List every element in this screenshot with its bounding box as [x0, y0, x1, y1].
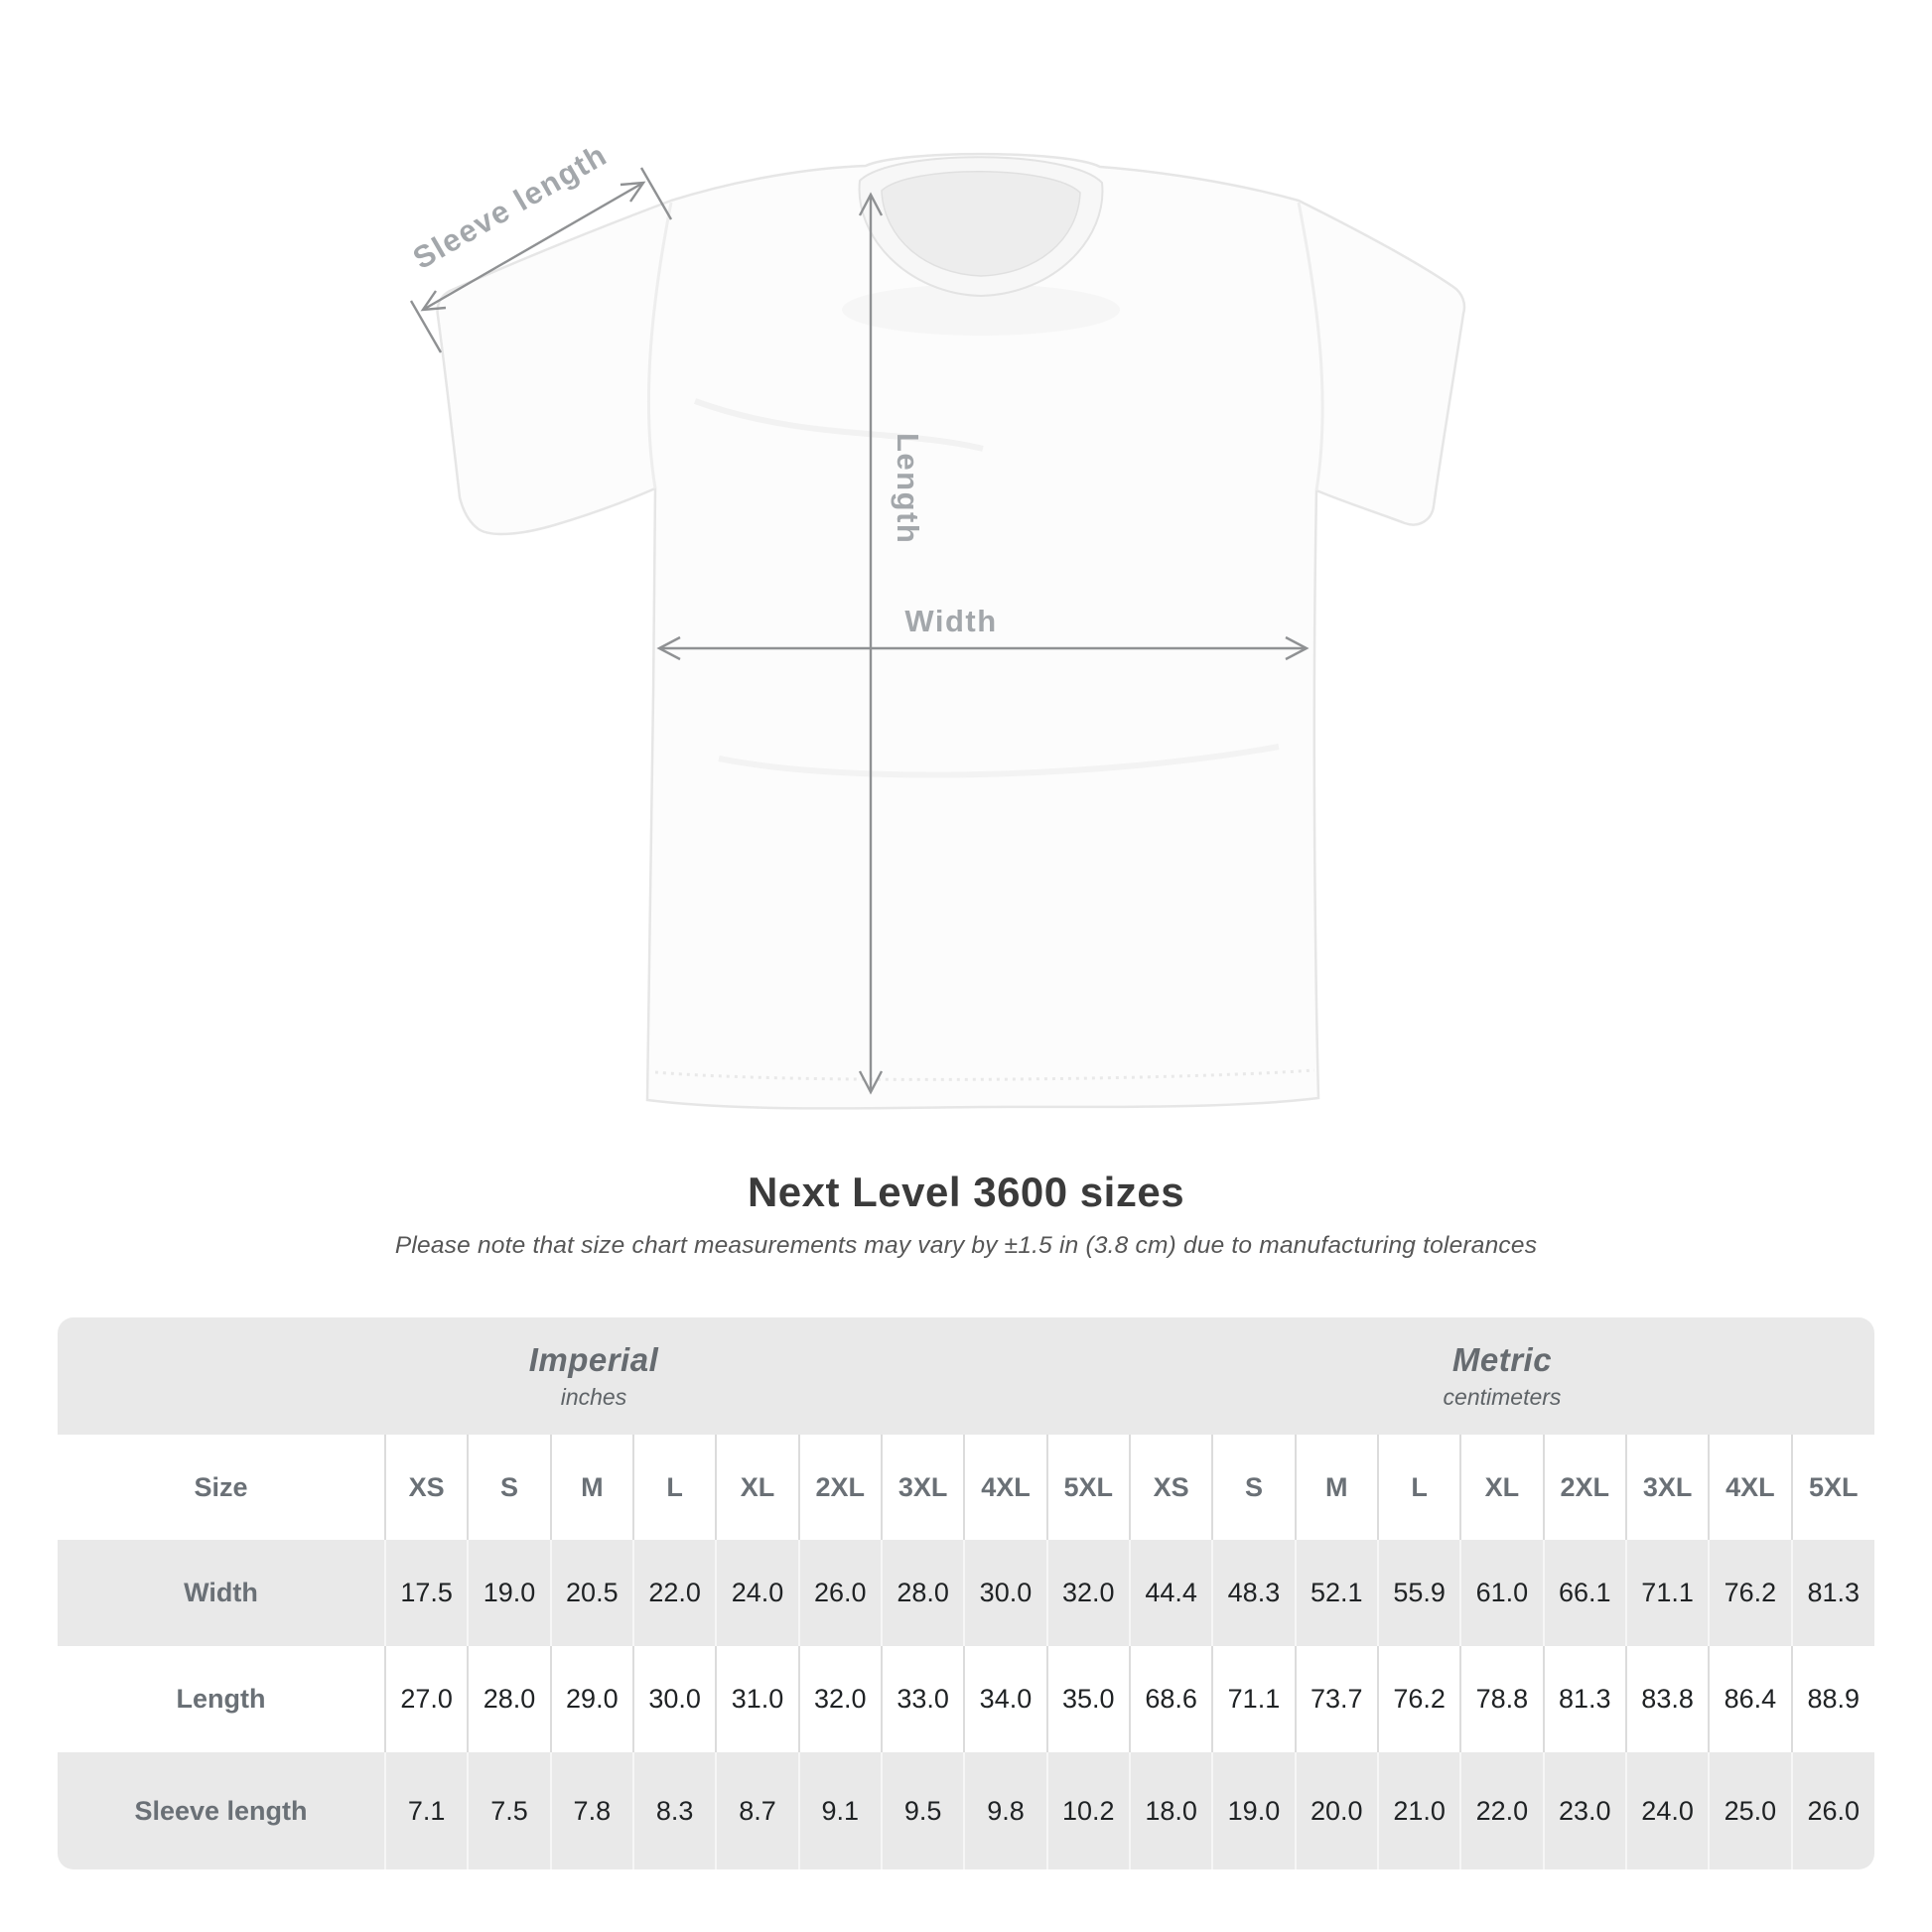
value-cell: 61.0	[1460, 1540, 1543, 1646]
row-label: Width	[58, 1540, 385, 1646]
value-cell: 81.3	[1792, 1540, 1874, 1646]
value-cell: 28.0	[468, 1646, 550, 1752]
value-cell: 29.0	[551, 1646, 633, 1752]
value-cell: 18.0	[1130, 1752, 1212, 1869]
size-header-cell: XL	[1460, 1435, 1543, 1540]
value-cell: 52.1	[1296, 1540, 1378, 1646]
value-cell: 20.0	[1296, 1752, 1378, 1869]
value-cell: 22.0	[1460, 1752, 1543, 1869]
size-header-cell: 3XL	[882, 1435, 964, 1540]
size-header-cell: 5XL	[1047, 1435, 1130, 1540]
metric-unit: centimeters	[1443, 1384, 1562, 1411]
row-label: Length	[58, 1646, 385, 1752]
page-subtitle: Please note that size chart measurements may vary by ±1.5 in (3.8 cm) due to manufacturing tolerances	[394, 1232, 1538, 1259]
size-header-cell: M	[1296, 1435, 1378, 1540]
value-cell: 73.7	[1296, 1646, 1378, 1752]
size-header-cell: S	[468, 1435, 550, 1540]
value-cell: 88.9	[1792, 1646, 1874, 1752]
size-header-cell: XS	[385, 1435, 468, 1540]
value-cell: 7.8	[551, 1752, 633, 1869]
size-chart	[58, 1317, 1874, 1869]
unit-band-row	[58, 1317, 1874, 1435]
value-cell: 44.4	[1130, 1540, 1212, 1646]
table-row	[58, 1646, 1874, 1752]
value-cell: 21.0	[1378, 1752, 1460, 1869]
value-cell: 33.0	[882, 1646, 964, 1752]
size-header-cell: L	[1378, 1435, 1460, 1540]
value-cell: 26.0	[799, 1540, 882, 1646]
value-cell: 30.0	[633, 1646, 716, 1752]
imperial-header	[58, 1317, 1130, 1435]
size-header-cell: L	[633, 1435, 716, 1540]
value-cell: 19.0	[1212, 1752, 1295, 1869]
size-header-cell: 2XL	[1544, 1435, 1626, 1540]
imperial-unit: inches	[560, 1384, 627, 1411]
value-cell: 7.1	[385, 1752, 468, 1869]
imperial-title: Imperial	[528, 1340, 659, 1378]
length-label: Length	[891, 433, 925, 545]
value-cell: 22.0	[633, 1540, 716, 1646]
row-label: Sleeve length	[58, 1752, 385, 1869]
table-row	[58, 1540, 1874, 1646]
size-header-cell: 4XL	[964, 1435, 1046, 1540]
value-cell: 81.3	[1544, 1646, 1626, 1752]
value-cell: 55.9	[1378, 1540, 1460, 1646]
size-header-cell: 3XL	[1626, 1435, 1709, 1540]
size-header-cell: M	[551, 1435, 633, 1540]
value-cell: 68.6	[1130, 1646, 1212, 1752]
value-cell: 34.0	[964, 1646, 1046, 1752]
value-cell: 9.1	[799, 1752, 882, 1869]
metric-title: Metric	[1451, 1340, 1553, 1378]
value-cell: 66.1	[1544, 1540, 1626, 1646]
value-cell: 20.5	[551, 1540, 633, 1646]
size-header-cell: S	[1212, 1435, 1295, 1540]
value-cell: 71.1	[1626, 1540, 1709, 1646]
value-cell: 35.0	[1047, 1646, 1130, 1752]
value-cell: 9.8	[964, 1752, 1046, 1869]
size-header-cell: 4XL	[1709, 1435, 1791, 1540]
value-cell: 25.0	[1709, 1752, 1791, 1869]
table-row	[58, 1752, 1874, 1869]
value-cell: 10.2	[1047, 1752, 1130, 1869]
value-cell: 24.0	[716, 1540, 798, 1646]
page-title: Next Level 3600 sizes	[747, 1169, 1185, 1215]
value-cell: 23.0	[1544, 1752, 1626, 1869]
size-chart-table	[58, 1317, 1874, 1869]
value-cell: 24.0	[1626, 1752, 1709, 1869]
value-cell: 76.2	[1709, 1540, 1791, 1646]
value-cell: 86.4	[1709, 1646, 1791, 1752]
size-column-header: Size	[58, 1435, 385, 1540]
value-cell: 76.2	[1378, 1646, 1460, 1752]
value-cell: 8.7	[716, 1752, 798, 1869]
size-header-cell: XS	[1130, 1435, 1212, 1540]
value-cell: 28.0	[882, 1540, 964, 1646]
width-label: Width	[904, 604, 998, 638]
sleeve-length-label: Sleeve length	[407, 136, 614, 276]
size-header-row	[58, 1435, 1874, 1540]
value-cell: 27.0	[385, 1646, 468, 1752]
value-cell: 17.5	[385, 1540, 468, 1646]
value-cell: 19.0	[468, 1540, 550, 1646]
value-cell: 26.0	[1792, 1752, 1874, 1869]
value-cell: 48.3	[1212, 1540, 1295, 1646]
value-cell: 8.3	[633, 1752, 716, 1869]
value-cell: 31.0	[716, 1646, 798, 1752]
value-cell: 7.5	[468, 1752, 550, 1869]
value-cell: 30.0	[964, 1540, 1046, 1646]
size-header-cell: 5XL	[1792, 1435, 1874, 1540]
size-header-cell: 2XL	[799, 1435, 882, 1540]
value-cell: 32.0	[799, 1646, 882, 1752]
value-cell: 9.5	[882, 1752, 964, 1869]
size-header-cell: XL	[716, 1435, 798, 1540]
value-cell: 78.8	[1460, 1646, 1543, 1752]
metric-header	[1130, 1317, 1874, 1435]
value-cell: 83.8	[1626, 1646, 1709, 1752]
value-cell: 32.0	[1047, 1540, 1130, 1646]
value-cell: 71.1	[1212, 1646, 1295, 1752]
